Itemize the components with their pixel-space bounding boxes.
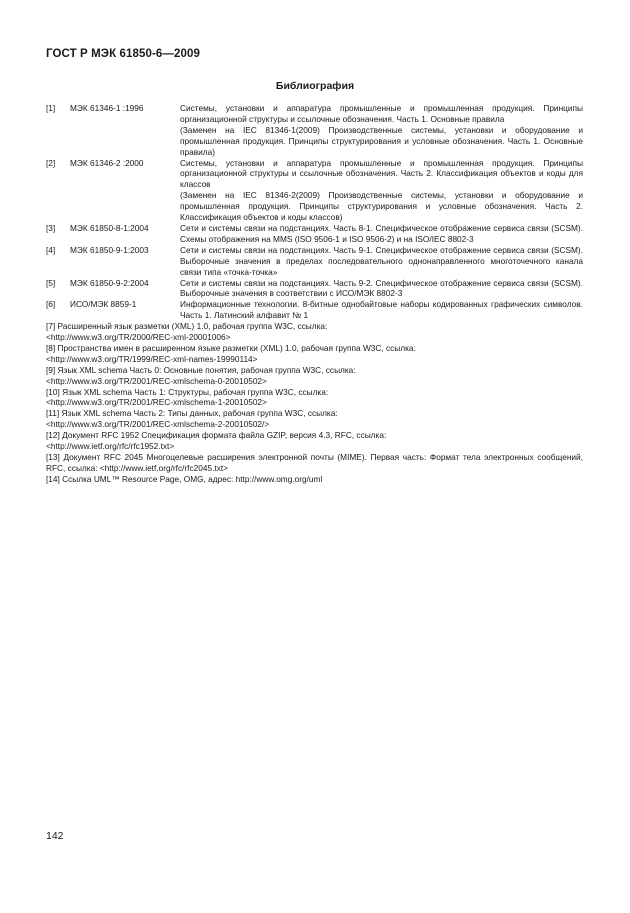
reference-number: [4] [46,244,56,255]
web-reference-text: [11] Язык XML schema Часть 2: Типы данных, рабочая группа W3C, ссылка: [46,408,338,419]
web-reference-text: [8] Пространства имен в расширенном языке разметки (XML) 1.0, рабочая группа W3C, ссылка: [46,342,416,353]
web-reference-url: <http://www.w3.org/TR/2001/REC-xmlschema-2-20010502/> [46,419,270,430]
reference-item [46,103,583,158]
reference-text [180,278,583,300]
reference-standard: МЭК 61850-8-1:2004 [70,222,149,233]
reference-text [180,103,583,158]
reference-text [180,299,583,321]
web-reference-url: <http://www.w3.org/TR/1999/REC-xml-names-19990114> [46,353,258,364]
reference-number: [5] [46,277,56,288]
reference-number: [2] [46,157,56,168]
web-reference-item [46,321,583,343]
document-header: ГОСТ Р МЭК 61850-6—2009 [46,48,200,60]
page-number: 142 [46,830,64,842]
web-reference-item [46,387,583,409]
reference-number: [1] [46,103,56,113]
web-reference-item [46,408,583,430]
web-reference-item [46,343,583,365]
section-title: Библиография [275,80,355,92]
reference-line: Сети и системы связи на подстанциях. Часть 8-1. Специфическое отображение сервиса связи (SCSM). Схемы отображения на MMS (ISO 9506-1 и ISO 9506-2) и на ISO/IEC 8802-3 [180,222,583,244]
reference-number: [3] [46,222,56,233]
reference-item [46,299,583,321]
reference-standard: МЭК 61850-9-1:2003 [70,244,149,255]
reference-item [46,223,583,245]
web-reference-url: <http://www.w3.org/TR/2001/REC-xmlschema-0-20010502> [46,375,267,386]
reference-standard: МЭК 61346-1 :1996 [70,103,144,113]
reference-line: Информационные технологии. 8-битные однобайтовые наборы кодированных графических символов. Часть 1. Латинский алфавит № 1 [180,299,583,321]
reference-item [46,245,583,278]
reference-standard: МЭК 61346-2 :2000 [70,157,144,168]
web-reference-text: [10] Язык XML schema Часть 1: Структуры, рабочая группа W3C, ссылка: [46,386,329,397]
web-reference-item [46,365,583,387]
web-reference-text: [9] Язык XML schema Часть 0: Основные понятия, рабочая группа W3C, ссылка: [46,364,356,375]
web-reference-text: [7] Расширенный язык разметки (XML) 1.0, рабочая группа W3C, ссылка: [46,321,328,332]
web-reference-item [46,430,583,452]
reference-line: (Заменен на IEC 81346-2(2009) Производственные системы, установки и оборудование и промышленная продукция. Принципы структурирования и условные обозначения. Часть 2. Классификация объектов и коды классов) [180,190,583,223]
reference-text [180,245,583,278]
web-reference-item [46,474,583,485]
web-reference-url: <http://www.ietf.org/rfc/rfc1952.txt> [46,441,175,452]
reference-line: (Заменен на IEC 81346-1(2009) Производственные системы, установки и оборудование и промышленная продукция. Принципы структурирования и условные обозначения. Часть 1. Основные правила) [180,124,583,157]
reference-line: Сети и системы связи на подстанциях. Часть 9-1. Специфическое отображение сервиса связи (SCSM). Выборочные значения в пределах последовательного однонаправленного многоточечного канала связи типа «точка-точка» [180,244,583,277]
web-reference-text: [12] Документ RFC 1952 Спецификация формата файла GZIP, версия 4.3, RFC, ссылка: [46,430,387,441]
reference-line: Сети и системы связи на подстанциях. Часть 9-2. Специфическое отображение сервиса связи (SCSM). Выборочные значения в соответствии с ИСО/МЭК 8802-3 [180,277,583,299]
reference-line: Системы, установки и аппаратура промышленные и промышленная продукция. Принципы организационной структуры и ссылочные обозначения. Часть 2. Классификация объектов и коды для классов [180,157,583,190]
web-reference-item [46,452,583,474]
web-reference-url: <http://www.w3.org/TR/2001/REC-xmlschema-1-20010502> [46,397,267,408]
reference-item [46,278,583,300]
reference-standard: ИСО/МЭК 8859-1 [70,299,137,310]
web-reference-text: [13] Документ RFC 2045 Многоцелевые расширения электронной почты (MIME). Первая часть: Формат тела электронных сообщений, RFC, ссылка: <http://www.ietf.org/rfc/rfc2045.txt> [46,452,583,473]
reference-standard: МЭК 61850-9-2:2004 [70,277,149,288]
reference-line: Системы, установки и аппаратура промышленные и промышленная продукция. Принципы организационной структуры и ссылочные обозначения. Часть 1. Основные правила [180,103,583,124]
web-reference-text: [14] Ссылка UML™ Resource Page, OMG, адрес: http://www.omg.org/uml [46,473,323,484]
reference-number: [6] [46,299,56,310]
reference-item [46,158,583,223]
reference-text [180,158,583,223]
reference-text [180,223,583,245]
web-reference-url: <http://www.w3.org/TR/2000/REC-xml-20001006> [46,332,231,343]
bibliography-list [46,103,583,485]
